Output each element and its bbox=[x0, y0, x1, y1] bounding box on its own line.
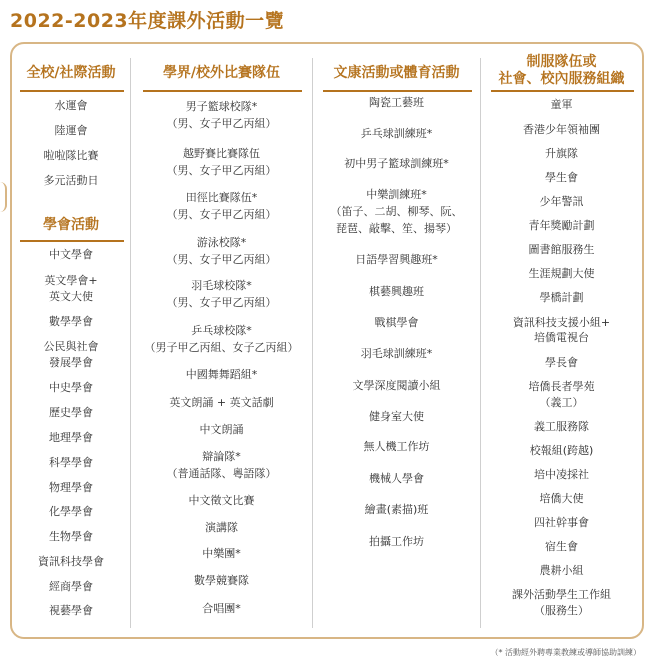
activity-item: 日語學習興趣班* bbox=[355, 253, 438, 266]
activity-item: 英文朗誦 + 英文話劇 bbox=[169, 396, 274, 409]
activity-item: 中樂團* bbox=[202, 547, 241, 560]
activity-item: 培僑大使 bbox=[539, 492, 584, 505]
activity-item: 化學學會 bbox=[49, 505, 93, 518]
activity-item: 生物學會 bbox=[49, 530, 93, 543]
activity-item: 資訊科技支援小組+ bbox=[512, 316, 611, 329]
activity-item: 資訊科技學會 bbox=[38, 555, 104, 568]
activity-item: 學生會 bbox=[545, 171, 578, 184]
header-rule bbox=[143, 90, 302, 92]
activity-item: 水運會 bbox=[54, 99, 88, 112]
activity-item: 學長會 bbox=[545, 356, 578, 369]
activity-item: 地理學會 bbox=[49, 431, 93, 444]
activity-item: 農耕小組 bbox=[539, 564, 584, 577]
activity-item: 數學競賽隊 bbox=[194, 574, 249, 587]
column-header-line1: 制服隊伍或 bbox=[526, 54, 597, 70]
activity-item: 升旗隊 bbox=[545, 147, 578, 160]
activity-item: 陸運會 bbox=[54, 124, 88, 137]
activity-item: 無人機工作坊 bbox=[363, 440, 430, 453]
activity-item: 中文徵文比賽 bbox=[188, 494, 255, 507]
activity-item: 初中男子籃球訓練班* bbox=[344, 157, 449, 170]
activity-item: 少年警訊 bbox=[539, 195, 584, 208]
column-recreation-sports bbox=[313, 42, 480, 639]
footnote: （* 活動經外聘專業教練或導師協助訓練） bbox=[490, 648, 641, 657]
activity-item: 游泳校隊* bbox=[196, 236, 247, 249]
activity-item: 物理學會 bbox=[49, 481, 93, 494]
activity-item: 課外活動學生工作組 bbox=[512, 588, 611, 601]
activity-item: 中文朗誦 bbox=[199, 423, 244, 436]
activity-item: 義工服務隊 bbox=[534, 420, 589, 433]
activity-item: （笛子、二胡、柳琴、阮、 bbox=[330, 205, 463, 218]
column-competition-teams bbox=[131, 42, 312, 639]
activity-item: 拍攝工作坊 bbox=[369, 535, 424, 548]
activity-item: 英文大使 bbox=[49, 290, 93, 303]
activity-item: 繪畫(素描)班 bbox=[364, 503, 429, 516]
activity-item: 中文學會 bbox=[49, 248, 93, 261]
activity-item: 英文學會+ bbox=[44, 274, 98, 287]
activity-item: 越野賽比賽隊伍 bbox=[183, 147, 260, 160]
column-subheader: 學會活動 bbox=[43, 217, 99, 233]
activity-item: 香港少年領袖團 bbox=[523, 123, 600, 136]
header-rule bbox=[20, 90, 124, 92]
activity-item: 宿生會 bbox=[545, 540, 578, 553]
activity-item: 童軍 bbox=[550, 98, 573, 111]
activity-item: 經商學會 bbox=[49, 580, 93, 593]
activity-item: 圖書館服務生 bbox=[528, 243, 595, 256]
column-header: 文康活動或體育活動 bbox=[333, 65, 460, 81]
activity-item: 中樂訓練班* bbox=[366, 188, 427, 201]
activity-item: 科學學會 bbox=[49, 456, 93, 469]
activity-item: 青年獎勵計劃 bbox=[528, 219, 595, 232]
header-rule bbox=[20, 240, 124, 242]
activity-item: 演講隊 bbox=[205, 521, 238, 534]
activity-item: 中國舞舞蹈組* bbox=[185, 368, 258, 381]
activity-item: 男子籃球校隊* bbox=[185, 100, 258, 113]
header-rule bbox=[323, 90, 472, 92]
column-school-house-activities bbox=[12, 42, 130, 639]
activity-item: 琵琶、敲擊、笙、揚琴） bbox=[336, 222, 457, 235]
activity-item: （男、女子甲乙丙組） bbox=[166, 296, 277, 309]
activity-item: 辯論隊* bbox=[202, 450, 241, 463]
activity-item: 公民與社會 bbox=[43, 340, 99, 353]
activity-item: 羽毛球校隊* bbox=[191, 279, 252, 292]
activity-item: （義工） bbox=[539, 396, 584, 409]
activity-item: 機械人學會 bbox=[369, 472, 424, 485]
activity-item: 健身室大使 bbox=[369, 410, 424, 423]
activity-item: （男子甲乙丙組、女子乙丙組） bbox=[144, 341, 299, 354]
activity-item: 多元活動日 bbox=[43, 174, 99, 187]
activity-item: 戰棋學會 bbox=[374, 316, 419, 329]
activity-item: 歷史學會 bbox=[49, 406, 93, 419]
activity-item: 培僑長者學苑 bbox=[528, 380, 595, 393]
activity-item: 乒乓球訓練班* bbox=[360, 127, 433, 140]
activity-item: 生涯規劃大使 bbox=[528, 267, 595, 280]
activity-item: 四社幹事會 bbox=[534, 516, 589, 529]
activity-item: 數學學會 bbox=[49, 315, 93, 328]
activity-item: 學橋計劃 bbox=[539, 291, 584, 304]
decorative-curl bbox=[0, 182, 7, 212]
column-header: 全校/社際活動 bbox=[26, 65, 116, 81]
column-header-line2: 社會、校內服務組織 bbox=[498, 71, 625, 87]
activity-item: 中史學會 bbox=[49, 381, 93, 394]
activity-item: 培中凌採社 bbox=[534, 468, 589, 481]
column-header: 學界/校外比賽隊伍 bbox=[162, 65, 281, 81]
column-uniform-service-groups bbox=[481, 42, 642, 639]
activity-item: （男、女子甲乙丙組） bbox=[166, 208, 277, 221]
activity-item: 棋藝興趣班 bbox=[369, 285, 424, 298]
activity-item: 合唱團* bbox=[202, 602, 241, 615]
activity-item: （男、女子甲乙丙組） bbox=[166, 117, 277, 130]
activity-item: 發展學會 bbox=[49, 356, 93, 369]
activity-item: 校報組(跨越) bbox=[529, 444, 594, 457]
activity-item: 文學深度閱讀小組 bbox=[352, 379, 441, 392]
activity-item: （男、女子甲乙丙組） bbox=[166, 164, 277, 177]
activity-item: 啦啦隊比賽 bbox=[43, 149, 99, 162]
activity-item: 視藝學會 bbox=[49, 604, 93, 617]
header-rule bbox=[491, 90, 634, 92]
activity-item: 乒乓球校隊* bbox=[191, 324, 252, 337]
activity-item: 陶瓷工藝班 bbox=[369, 96, 424, 109]
page-title: 2022-2023年度課外活動一覽 bbox=[10, 10, 285, 32]
activity-item: 培僑電視台 bbox=[534, 331, 589, 344]
activity-item: （普通話隊、粵語隊） bbox=[166, 467, 277, 480]
activity-item: （服務生） bbox=[534, 604, 589, 617]
activity-item: 田徑比賽隊伍* bbox=[185, 191, 258, 204]
activity-item: 羽毛球訓練班* bbox=[360, 347, 433, 360]
activity-item: （男、女子甲乙丙組） bbox=[166, 253, 277, 266]
